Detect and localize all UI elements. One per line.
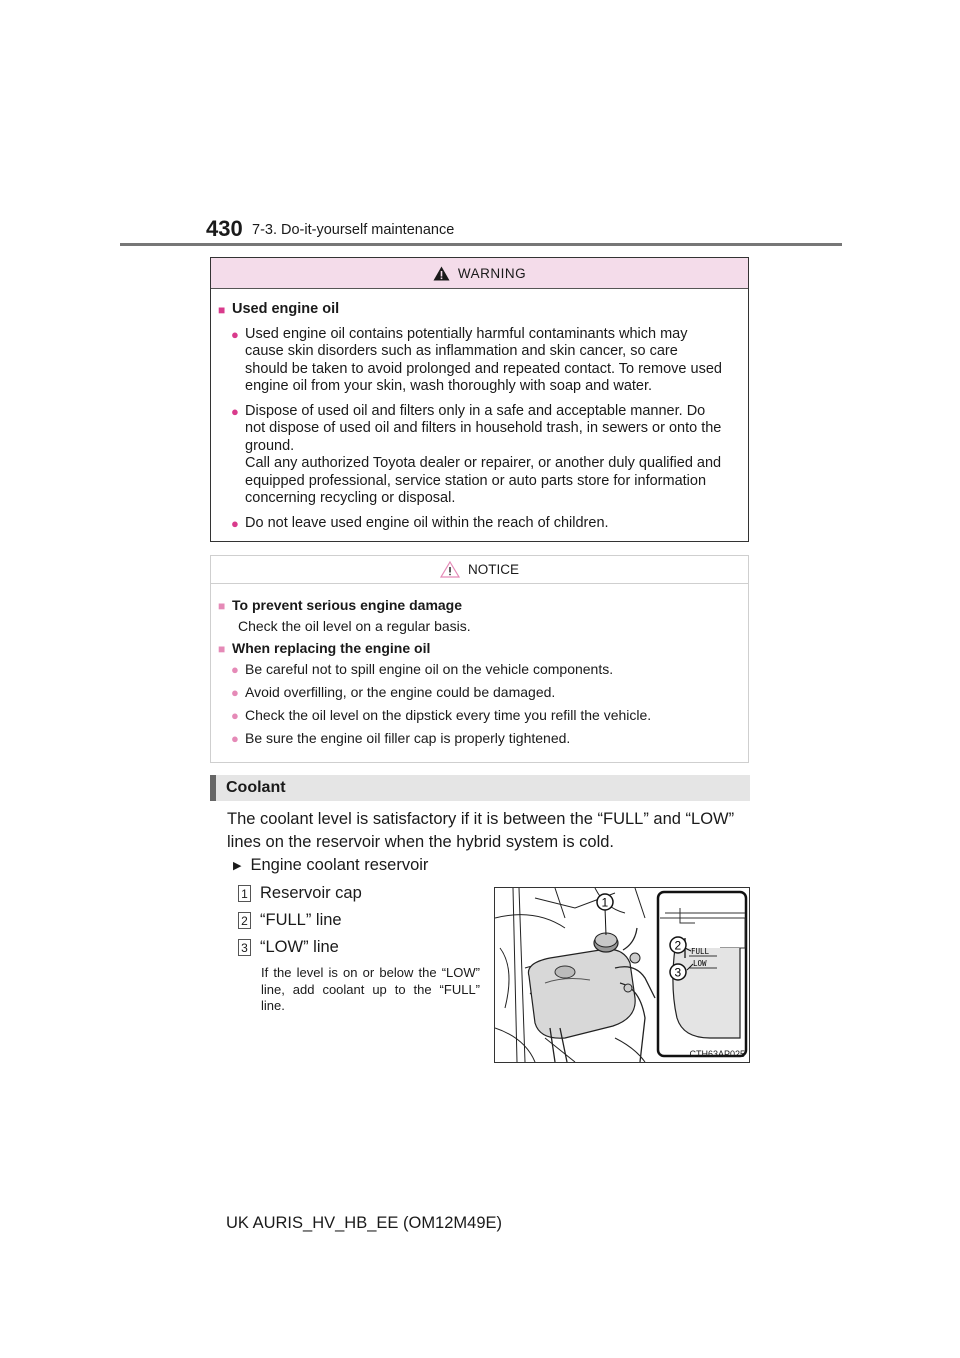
arrow-right-icon: ▶ bbox=[233, 860, 242, 872]
text-line: The coolant level is satisfactory if it is between the “FULL” and “LOW” bbox=[227, 810, 735, 828]
warning-bullet bbox=[231, 515, 742, 533]
circle-bullet-icon: ● bbox=[231, 326, 239, 342]
notice-bullet bbox=[231, 661, 742, 678]
text-line: Do not leave used engine oil within the reach of children. bbox=[245, 514, 609, 531]
notice-bullet-text: Avoid overfilling, or the engine could be damaged. bbox=[245, 684, 556, 700]
notice-topic bbox=[218, 640, 742, 658]
warning-topic bbox=[218, 301, 742, 320]
text-line: Dispose of used oil and filters only in a safe and acceptable manner. Do bbox=[245, 402, 706, 419]
legend-number: 1 bbox=[238, 885, 251, 902]
engine-bay-drawing bbox=[495, 888, 749, 1062]
legend-number: 3 bbox=[238, 939, 251, 956]
text-line: lines on the reservoir when the hybrid system is cold. bbox=[227, 833, 615, 851]
notice-header bbox=[211, 556, 748, 584]
notice-bullet-text: Be careful not to spill engine oil on the vehicle components. bbox=[245, 661, 614, 677]
notice-text: Check the oil level on a regular basis. bbox=[238, 618, 471, 634]
warning-box bbox=[210, 257, 749, 542]
notice-topic bbox=[218, 597, 742, 615]
text-line: equipped professional, service station or auto parts store for information bbox=[245, 472, 707, 489]
circle-bullet-icon: ● bbox=[231, 731, 239, 746]
coolant-heading: Coolant bbox=[210, 775, 750, 801]
warning-bullet bbox=[231, 326, 742, 396]
notice-bullet bbox=[231, 730, 742, 747]
section-title: 7-3. Do-it-yourself maintenance bbox=[252, 222, 455, 238]
circle-bullet-icon: ● bbox=[231, 685, 239, 700]
coolant-intro bbox=[227, 808, 734, 854]
subheading-text: Engine coolant reservoir bbox=[250, 856, 429, 874]
warning-header bbox=[211, 258, 748, 289]
legend-label: Reservoir cap bbox=[260, 884, 362, 902]
warning-triangle-icon bbox=[433, 266, 450, 281]
reservoir-body bbox=[528, 949, 635, 1038]
callout-2: 2 bbox=[674, 938, 682, 953]
notice-topic-title: To prevent serious engine damage bbox=[232, 597, 463, 613]
warning-body bbox=[211, 289, 748, 532]
notice-bullet bbox=[231, 707, 742, 724]
text-line: not dispose of used oil and filters in household trash, in sewers or onto the bbox=[245, 420, 722, 436]
legend-item bbox=[238, 911, 342, 930]
notice-body bbox=[211, 584, 748, 747]
legend-item bbox=[238, 884, 362, 903]
text-line: engine oil from your skin, wash thoroughly with soap and water. bbox=[245, 378, 653, 394]
circle-bullet-icon: ● bbox=[231, 662, 239, 677]
warning-bullet bbox=[231, 403, 742, 508]
notice-bullet-text: Be sure the engine oil filler cap is properly tightened. bbox=[245, 730, 571, 746]
legend-label: “FULL” line bbox=[260, 911, 342, 929]
text-line: Call any authorized Toyota dealer or repairer, or another duly qualified and bbox=[245, 455, 722, 471]
warning-title: WARNING bbox=[457, 265, 527, 281]
callout-3: 3 bbox=[674, 965, 682, 980]
legend-label: “LOW” line bbox=[260, 938, 339, 956]
circle-bullet-icon: ● bbox=[231, 515, 239, 531]
circle-bullet-icon: ● bbox=[231, 708, 239, 723]
page-number: 430 bbox=[206, 216, 243, 241]
legend-item bbox=[238, 938, 339, 957]
header-rule bbox=[120, 243, 842, 246]
notice-bullet-text: Check the oil level on the dipstick every time you refill the vehicle. bbox=[245, 707, 652, 723]
caution-triangle-icon bbox=[440, 561, 460, 578]
notice-topic-title: When replacing the engine oil bbox=[232, 640, 431, 656]
notice-title: NOTICE bbox=[467, 562, 519, 577]
text-line: Used engine oil contains potentially harmful contaminants which may bbox=[245, 325, 688, 342]
circle-bullet-icon: ● bbox=[231, 403, 239, 419]
square-bullet-icon: ■ bbox=[218, 599, 226, 613]
square-bullet-icon: ■ bbox=[218, 303, 226, 317]
coolant-reservoir-illustration bbox=[494, 887, 750, 1063]
square-bullet-icon: ■ bbox=[218, 642, 226, 656]
figure-code: CTH63AP025 bbox=[689, 1049, 745, 1059]
text-line: concerning recycling or disposal. bbox=[245, 490, 456, 506]
full-mark-text: FULL bbox=[691, 947, 710, 956]
text-line: cause skin disorders such as inflammation and skin cancer, so care bbox=[245, 343, 678, 359]
text-line: should be taken to avoid prolonged and repeated contact. To remove used bbox=[245, 360, 722, 377]
notice-box bbox=[210, 555, 749, 763]
coolant-subheading bbox=[233, 856, 428, 875]
coolant-note: If the level is on or below the “LOW” line, add coolant up to the “FULL” line. bbox=[261, 965, 480, 1013]
footer-model-code: UK AURIS_HV_HB_EE (OM12M49E) bbox=[226, 1214, 503, 1232]
legend-number: 2 bbox=[238, 912, 251, 929]
text-line: ground. bbox=[245, 437, 295, 454]
notice-bullet bbox=[231, 684, 742, 701]
warning-topic-title: Used engine oil bbox=[232, 301, 340, 317]
callout-1: 1 bbox=[601, 895, 609, 910]
low-mark-text: LOW bbox=[693, 959, 707, 968]
